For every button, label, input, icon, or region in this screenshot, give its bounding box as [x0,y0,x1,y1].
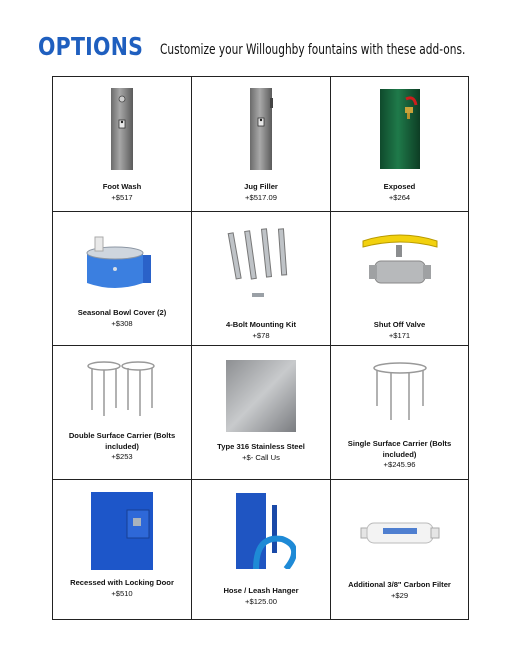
option-name: Double Surface Carrier (Bolts included) [68,431,176,451]
page-title: OPTIONS [38,32,144,61]
option-name: Foot Wash [102,182,142,191]
option-price: +$- Call Us [242,452,280,462]
option-name: Single Surface Carrier (Bolts included) [347,439,452,459]
option-cell-carbon-filter [331,480,468,619]
option-price: +$264 [388,192,411,202]
jug-filler-icon [192,85,330,173]
option-cell-bowl-cover [53,212,192,346]
carbon-filter-icon [331,508,468,558]
locking-door-icon [53,492,191,570]
option-cell-shut-off-valve [331,212,468,346]
option-cell-locking-door [53,480,192,619]
double-carrier-icon [53,354,191,420]
exposed-fountain-icon [331,85,468,173]
option-cell-exposed [331,77,468,212]
option-price: +$510 [111,588,133,598]
options-grid [52,76,469,620]
option-price: +$517.09 [245,192,277,202]
option-price: +$78 [252,330,270,340]
option-price: +$29 [390,590,409,600]
option-price: +$245.96 [383,460,416,469]
hose-hanger-icon [192,492,330,570]
option-cell-jug-filler [192,77,331,212]
option-price: +$125.00 [245,596,277,606]
option-name: Hose / Leash Hanger [223,586,299,595]
option-cell-foot-wash [53,77,192,212]
option-cell-stainless [192,346,331,480]
option-price: +$308 [111,318,133,328]
option-cell-double-carrier [53,346,192,480]
option-price: +$171 [388,330,411,340]
option-price: +$517 [111,192,133,202]
option-price: +$253 [111,452,133,461]
single-carrier-icon [331,356,468,426]
valve-icon [331,232,468,298]
foot-wash-icon [53,85,191,173]
page-subtitle: Customize your Willoughby fountains with these add-ons. [160,42,466,58]
option-cell-single-carrier [331,346,468,480]
option-name: Seasonal Bowl Cover (2) [77,308,167,317]
option-name: 4-Bolt Mounting Kit [225,320,296,329]
option-name: Jug Filler [244,182,278,191]
option-cell-hose-hanger [192,480,331,619]
option-name: Type 316 Stainless Steel [217,442,305,451]
bowl-cover-icon [53,226,191,306]
option-name: Recessed with Locking Door [70,578,174,587]
stainless-steel-icon [192,358,330,434]
bolt-kit-icon [192,222,330,308]
option-name: Additional 3/8" Carbon Filter [348,580,451,589]
option-name: Exposed [383,182,416,191]
option-cell-bolt-kit [192,212,331,346]
option-name: Shut Off Valve [373,320,426,329]
